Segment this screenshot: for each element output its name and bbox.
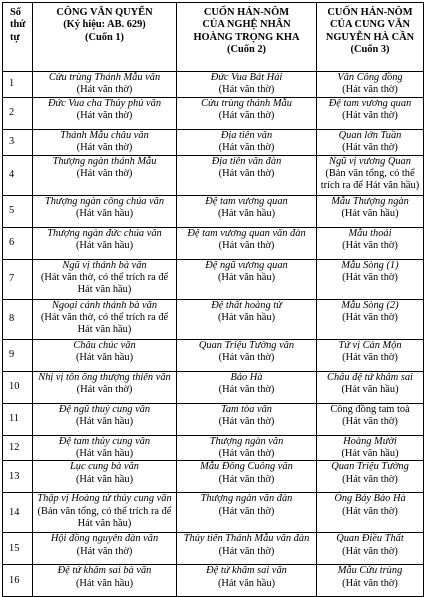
song-note: (Hát văn thờ) <box>76 142 133 154</box>
header-col1 <box>33 3 177 72</box>
song-note: (Hát văn thờ) <box>342 352 398 364</box>
header-number <box>3 3 33 72</box>
cell-col2 <box>177 461 317 493</box>
row-number: 4 <box>3 155 33 195</box>
row-number: 10 <box>3 371 33 403</box>
cell-col1 <box>33 403 177 435</box>
song-title: Thập vị Hoàng tử thủy cung văn <box>37 493 172 505</box>
cell-col1 <box>33 97 177 129</box>
comparison-table <box>2 2 424 597</box>
song-title: Mẫu Đông Cuông văn <box>200 461 293 473</box>
row-number: 8 <box>3 299 33 339</box>
cell-col2 <box>177 155 317 195</box>
table-row <box>3 533 424 565</box>
header-number-line: thứ <box>10 19 26 31</box>
cell-col1 <box>33 299 177 339</box>
song-title: Châu đệ tứ khâm sai <box>327 371 413 383</box>
header-col2-line: CỦA NGHỆ NHÂN <box>202 19 291 31</box>
cell-col3 <box>317 371 424 403</box>
song-note: (Hát văn thờ, có thể trích ra để Hát văn hầu) <box>40 272 169 296</box>
song-title: Đệ tứ khâm sai bà văn <box>57 565 152 577</box>
table-row <box>3 461 424 493</box>
song-note: (Hát văn hầu) <box>217 208 276 220</box>
header-number-line: tự <box>10 31 20 43</box>
cell-col3 <box>317 129 424 155</box>
table-row <box>3 299 424 339</box>
song-title: Địa tiên văn đàn <box>211 155 282 167</box>
header-col3-line: CUỐN HÁN-NÔM <box>327 7 413 18</box>
cell-col1 <box>33 533 177 565</box>
song-title: Hội đồng nguyên đàn văn <box>50 533 159 545</box>
song-title: Mẫu Sòng (1) <box>341 259 399 271</box>
song-note: (Hát văn hầu) <box>75 416 134 428</box>
row-number: 1 <box>3 72 33 98</box>
song-title: Mẫu Sòng (2) <box>341 299 399 311</box>
header-col2-line: CUỐN HÁN-NÔM <box>203 7 290 18</box>
song-note: (Hát văn hầu) <box>75 448 134 460</box>
header-col2-line: HOÀNG TRỌNG KHA <box>193 31 300 43</box>
row-number: 5 <box>3 195 33 227</box>
cell-col2 <box>177 403 317 435</box>
song-note: (Hát văn thờ) <box>218 352 275 364</box>
row-number: 7 <box>3 259 33 299</box>
song-title: Đệ thất hoàng tử <box>211 299 282 311</box>
song-title: Bảo Hà <box>230 371 263 383</box>
cell-col3 <box>317 493 424 533</box>
song-title: Đệ ngũ thuỷ cung văn <box>58 403 151 415</box>
cell-col1 <box>33 259 177 299</box>
song-title: Quan Triệu Tường <box>331 461 409 473</box>
cell-col3 <box>317 195 424 227</box>
table-row <box>3 97 424 129</box>
cell-col2 <box>177 72 317 98</box>
cell-col2 <box>177 339 317 371</box>
song-note: (Hát văn thờ) <box>218 142 275 154</box>
song-title: Thượng ngàn văn <box>209 435 284 447</box>
song-note: (Hát văn thờ) <box>342 84 398 96</box>
cell-col3 <box>317 259 424 299</box>
song-note: (Hát văn thờ) <box>218 416 275 428</box>
song-note: (Hát văn thờ, có thể trích ra để Hát văn hầu) <box>40 312 169 336</box>
cell-col3 <box>317 227 424 259</box>
song-note: (Hát văn thờ) <box>342 416 398 428</box>
table-row <box>3 227 424 259</box>
cell-col2 <box>177 195 317 227</box>
table-row <box>3 155 424 195</box>
song-title: Đức Vua cha Thủy phủ văn <box>47 97 162 109</box>
cell-col3 <box>317 403 424 435</box>
song-title: Mẫu thoải <box>348 227 392 239</box>
song-note: (Hát văn hầu) <box>75 473 134 485</box>
cell-col3 <box>317 155 424 195</box>
cell-col3 <box>317 299 424 339</box>
cell-col3 <box>317 565 424 597</box>
song-note: (Hát văn thờ) <box>76 168 133 180</box>
header-col1-line: CÔNG VĂN QUYỂN <box>56 7 153 18</box>
song-title: Thánh Mẫu châu văn <box>60 129 149 141</box>
song-title: Lục cung bà văn <box>70 461 139 473</box>
cell-col1 <box>33 339 177 371</box>
song-note: (Hát văn thờ) <box>342 110 398 122</box>
song-note: (Bản văn tổng, có thể trích ra để Hát văn hầu) <box>320 168 420 192</box>
table-row <box>3 259 424 299</box>
song-note: (Hát văn hầu) <box>341 208 399 220</box>
table-row <box>3 435 424 461</box>
song-title: Tam tòa văn <box>221 403 272 415</box>
song-title: Đệ tứ khâm sai văn <box>206 565 287 577</box>
header-col3-line: CỦA CUNG VĂN <box>329 19 411 31</box>
cell-col1 <box>33 435 177 461</box>
song-note: (Hát văn hầu) <box>75 240 134 252</box>
song-title: Đức Vua Bát Hải <box>210 72 283 83</box>
header-col3 <box>317 3 424 72</box>
song-note: (Hát văn thờ) <box>342 240 398 252</box>
song-title: Đệ tam vương quan <box>328 97 412 109</box>
song-title: Nhị vị tôn ông thượng thiên văn <box>38 371 171 383</box>
song-note: (Bản văn tổng, có thể trích ra để Hát văn hầu) <box>37 505 172 530</box>
song-title: Châu chúc văn <box>73 339 136 351</box>
cell-col2 <box>177 259 317 299</box>
row-number: 11 <box>3 403 33 435</box>
song-note: (Hát văn thờ) <box>218 168 275 180</box>
song-note: (Hát văn thờ) <box>218 545 275 557</box>
table-header-row <box>3 3 424 72</box>
table-row <box>3 129 424 155</box>
cell-col3 <box>317 72 424 98</box>
table-row <box>3 371 424 403</box>
cell-col2 <box>177 299 317 339</box>
song-note: (Hát văn hầu) <box>217 312 276 324</box>
row-number: 15 <box>3 533 33 565</box>
cell-col3 <box>317 435 424 461</box>
cell-col2 <box>177 371 317 403</box>
row-number: 3 <box>3 129 33 155</box>
header-col2 <box>177 3 317 72</box>
header-col3-line: (Cuốn 3) <box>350 44 390 56</box>
song-title: Mẫu Thượng ngàn <box>331 195 409 207</box>
song-note: (Hát văn hầu) <box>341 448 399 460</box>
header-col2-line: (Cuốn 2) <box>227 44 266 56</box>
song-title: Địa tiên văn <box>220 129 273 141</box>
cell-col2 <box>177 565 317 597</box>
song-note: (Hát văn thờ) <box>76 545 133 557</box>
cell-col3 <box>317 461 424 493</box>
song-note: (Hát văn thờ) <box>342 473 398 485</box>
row-number: 16 <box>3 565 33 597</box>
song-title: Văn Công đồng <box>337 72 403 83</box>
cell-col2 <box>177 227 317 259</box>
song-note: (Hát văn thờ) <box>218 240 275 252</box>
song-note: (Hát văn thờ) <box>218 448 275 460</box>
song-title: Đệ tam vương quan <box>205 195 288 207</box>
song-note: (Hát văn thờ) <box>218 84 275 96</box>
song-title: Quan Triệu Tường văn <box>198 339 295 351</box>
cell-col1 <box>33 129 177 155</box>
song-title: Thượng ngàn công chúa văn <box>44 195 165 207</box>
table-row <box>3 339 424 371</box>
row-number: 6 <box>3 227 33 259</box>
song-title: Ngũ vị vương Quan <box>329 155 411 167</box>
song-note: (Hát văn thờ) <box>342 312 398 324</box>
header-number-line: Số <box>10 7 21 18</box>
cell-col1 <box>33 493 177 533</box>
cell-col1 <box>33 371 177 403</box>
cell-col2 <box>177 533 317 565</box>
header-col3-line: NGUYỄN HÀ CẦN <box>325 31 415 43</box>
song-title: Cửu trùng Thánh Mẫu văn <box>48 72 161 83</box>
song-note: (Hát văn hầu) <box>75 208 134 220</box>
song-note: (Hát văn thờ) <box>76 110 133 122</box>
cell-col1 <box>33 195 177 227</box>
cell-col3 <box>317 339 424 371</box>
cell-col1 <box>33 565 177 597</box>
song-note: (Hát văn thờ) <box>218 110 275 122</box>
row-number: 14 <box>3 493 33 533</box>
song-note: (Hát văn thờ) <box>76 384 133 396</box>
song-note: (Hát văn thờ) <box>342 142 398 154</box>
song-note: (Hát văn thờ) <box>342 272 398 284</box>
song-title: Ông Bảy Bảo Hà <box>334 493 406 505</box>
song-title: Cửu trùng thánh Mẫu <box>201 97 292 109</box>
cell-col1 <box>33 227 177 259</box>
song-title: Ngoại cảnh thánh bà văn <box>51 299 158 311</box>
song-note: (Hát văn thờ) <box>218 384 275 396</box>
cell-col2 <box>177 435 317 461</box>
song-note: (Hát văn thờ) <box>76 84 133 96</box>
song-title: Thủy tiên Thánh Mẫu văn đàn <box>183 533 310 545</box>
song-note: (Hát văn hầu) <box>75 577 134 589</box>
row-number: 13 <box>3 461 33 493</box>
song-note: (Hát văn hầu) <box>217 577 276 589</box>
cell-col1 <box>33 155 177 195</box>
row-number: 2 <box>3 97 33 129</box>
song-title: Thượng ngàn đức chúa văn <box>47 227 162 239</box>
song-title: Đệ tam thủy cung văn <box>58 435 151 447</box>
song-note: (Hát văn hầu) <box>75 352 134 364</box>
song-title: Quan Điều Thất <box>336 533 404 545</box>
song-title: Thượng ngàn văn đàn <box>200 493 293 505</box>
cell-col1 <box>33 461 177 493</box>
cell-col3 <box>317 97 424 129</box>
row-number: 9 <box>3 339 33 371</box>
song-title: Mẫu Cửu trùng <box>337 565 403 577</box>
song-note: (Hát văn hầu) <box>341 384 399 396</box>
song-title: Đệ tam vương quan văn đàn <box>187 227 306 239</box>
song-note: (Hát văn thờ) <box>342 505 398 517</box>
table-row <box>3 565 424 597</box>
row-number: 12 <box>3 435 33 461</box>
table-row <box>3 403 424 435</box>
cell-col1 <box>33 72 177 98</box>
table-body <box>3 72 424 597</box>
song-title: Hoàng Mười <box>343 435 397 447</box>
header-col1-line: (Cuốn 1) <box>85 31 124 43</box>
song-note: (Hát văn thờ) <box>342 545 398 557</box>
song-note: (Hát văn hầu) <box>217 272 276 284</box>
table-row <box>3 493 424 533</box>
song-title: Ngũ vị thánh bà văn <box>62 259 147 271</box>
cell-col2 <box>177 97 317 129</box>
cell-col2 <box>177 129 317 155</box>
song-note: (Hát văn thờ) <box>218 473 275 485</box>
table-row <box>3 195 424 227</box>
cell-col3 <box>317 533 424 565</box>
song-title: Thượng ngàn thánh Mẫu <box>52 155 157 167</box>
song-note: (Hát văn thờ) <box>218 505 275 517</box>
song-title: Tứ vị Càn Mộn <box>338 339 402 351</box>
song-title: Quan lớn Tuần <box>338 129 402 141</box>
song-title: Đệ ngũ vương quan <box>205 259 288 271</box>
table-row <box>3 72 424 98</box>
cell-col2 <box>177 493 317 533</box>
header-col1-line: (Ký hiệu: AB. 629) <box>63 19 146 31</box>
song-title: Công đồng tam toà <box>330 403 410 415</box>
song-note: (Hát văn thờ) <box>342 577 398 589</box>
